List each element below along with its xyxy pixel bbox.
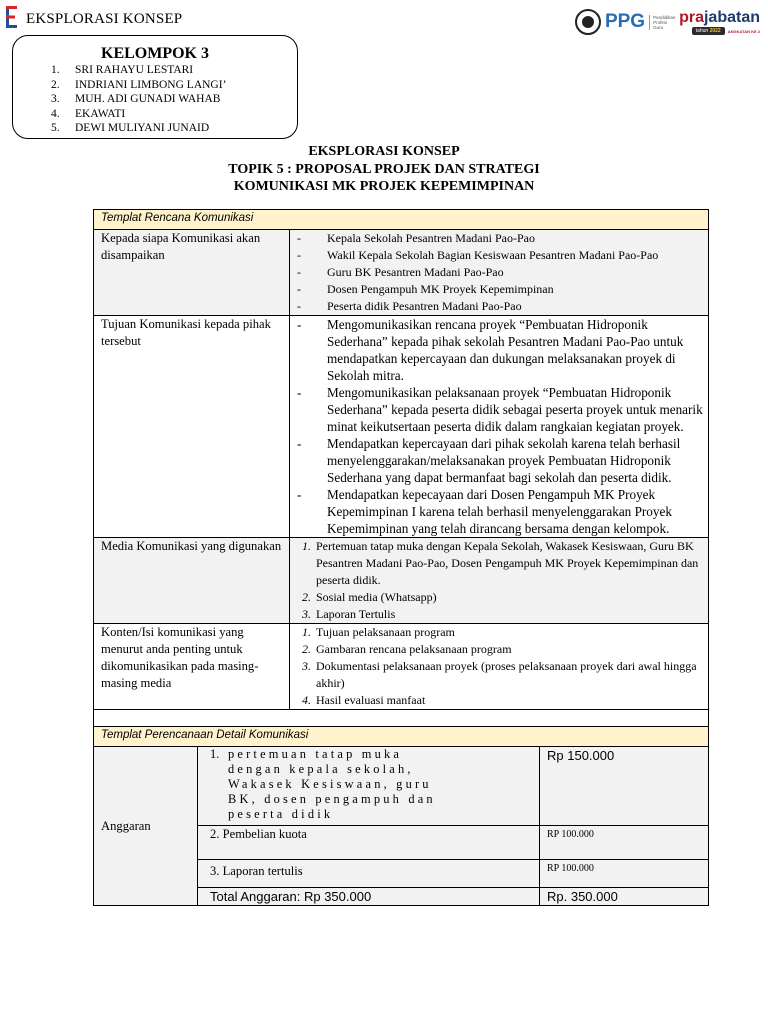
row-label: Kepada siapa Komunikasi akan disampaikan <box>94 230 290 316</box>
budget-amount: RP 100.000 <box>540 826 709 860</box>
table-row <box>94 316 709 538</box>
row-label: Media Komunikasi yang digunakan <box>94 538 290 624</box>
table-row <box>94 538 709 624</box>
prajabatan-logo-jabatan: jabatan <box>703 9 760 26</box>
section-header-plan: Templat Rencana Komunikasi <box>94 210 709 230</box>
prajabatan-logo <box>679 9 760 35</box>
budget-amount: RP 100.000 <box>540 860 709 888</box>
brand-title: EKSPLORASI KONSEP <box>26 11 183 27</box>
audience-list <box>297 230 705 315</box>
university-seal-icon <box>575 9 601 35</box>
total-label: Total Anggaran: Rp 350.000 <box>198 888 540 906</box>
total-amount: Rp. 350.000 <box>540 888 709 906</box>
list-item: 1. Pertemuan tatap muka dengan Kepala Sekolah, Wakasek Kesiswaan, Guru BK Pesantren Madani Pao-Pao, Dosen Pengampuh MK Proyek Kepemimpinan dan peserta didik. <box>302 539 699 587</box>
list-item: - Kepala Sekolah Pesantren Madani Pao-Pao <box>297 231 535 245</box>
member-item: 2. INDRIANI LIMBONG LANGI’ <box>51 78 227 91</box>
budget-item-meeting: 1. pertemuan tatap muka dengan kepala sekolah, Wakasek Kesiswaan, guru BK, dosen pengampuh dan peserta didik <box>210 747 436 821</box>
budget-item-quota: Pembelian kuota <box>222 827 307 841</box>
member-item: 1. SRI RAHAYU LESTARI <box>51 64 194 76</box>
communication-plan-table <box>93 209 709 906</box>
year-badge: tahun 2022 <box>692 27 725 35</box>
heading-line-1: EKSPLORASI KONSEP <box>308 144 460 159</box>
member-item: 4. EKAWATI <box>51 107 126 120</box>
list-item: - Mengomunikasikan rencana proyek “Pembuatan Hidroponik Sederhana” kepada pihak sekolah Pesantren Madani Pao-Pao untuk mendapatkan kepercayaan dan dukungan melaksanakan proyek di Sekolah mitra. <box>297 317 684 383</box>
budget-row: 2. Pembelian kuota RP 100.000 <box>94 826 709 860</box>
group-info-box <box>12 35 298 139</box>
heading-line-2: TOPIK 5 : PROPOSAL PROJEK DAN STRATEGI <box>228 161 540 177</box>
list-item: 1. Tujuan pelaksanaan program <box>302 625 455 639</box>
list-item: 3. Dokumentasi pelaksanaan proyek (proses pelaksanaan proyek dari awal hingga akhir) <box>302 659 697 690</box>
budget-row: 3. Laporan tertulis RP 100.000 <box>94 860 709 888</box>
content-list <box>297 624 705 709</box>
member-item: 3. MUH. ADI GUNADI WAHAB <box>51 93 221 106</box>
heading-line-3: KOMUNIKASI MK PROJEK KEPEMIMPINAN <box>233 179 535 194</box>
list-item: 2. Sosial media (Whatsapp) <box>302 590 437 604</box>
table-row <box>94 230 709 316</box>
budget-label: Anggaran <box>94 747 198 906</box>
budget-amount: Rp 150.000 <box>540 747 709 826</box>
eksplorasi-e-logo-icon <box>6 6 18 28</box>
budget-item-report: Laporan tertulis <box>222 864 303 878</box>
spacer-row <box>94 710 709 727</box>
list-item: - Mengomunikasikan pelaksanaan proyek “Pembuatan Hidroponik Sederhana” kepada peserta didik sebagai peserta proyek untuk menarik minat keikutsertaan peserta didik dalam rangkaian kegiatan proyek. <box>297 385 703 434</box>
budget-row <box>94 747 709 826</box>
section-header-detail: Templat Perencanaan Detail Komunikasi <box>94 727 709 747</box>
list-item: - Wakil Kepala Sekolah Bagian Kesiswaan Pesantren Madani Pao-Pao <box>297 248 659 262</box>
list-item: - Mendapatkan kepercayaan dari pihak sekolah karena telah berhasil menyelenggarakan/melaksanakan proyek Pembuatan Hidroponik Sederhana yang dapat bermanfaat bagi sekolah dan peserta didik. <box>297 436 681 485</box>
group-title: KELOMPOK 3 <box>101 45 209 62</box>
list-item: 4. Hasil evaluasi manfaat <box>302 693 426 707</box>
angkatan-label: ANGKATAN KE 2 <box>727 28 760 34</box>
row-label: Tujuan Komunikasi kepada pihak tersebut <box>94 316 290 538</box>
purpose-list <box>297 316 705 537</box>
member-item: 5. DEWI MULIYANI JUNAID <box>51 122 210 135</box>
ppg-subtitle: Pendidikan Profesi Guru <box>649 15 675 30</box>
row-label: Konten/Isi komunikasi yang menurut anda penting untuk dikomunikasikan pada masing-masing media <box>94 624 290 710</box>
partner-logos <box>575 6 760 38</box>
list-item: - Mendapatkan kepecayaan dari Dosen Pengampuh MK Proyek Kepemimpinan I karena telah berhasil menyelenggarakan Proyek Kepemimpinan yang telah dirancang bersama dengan kelompok. <box>297 487 672 536</box>
list-item: - Dosen Pengampuh MK Proyek Kepemimpinan <box>297 282 554 296</box>
list-item: - Guru BK Pesantren Madani Pao-Pao <box>297 265 504 279</box>
media-list <box>297 538 705 623</box>
prajabatan-logo-pra: pra <box>679 9 704 26</box>
document-heading <box>0 143 768 196</box>
list-item: 3. Laporan Tertulis <box>302 607 396 621</box>
ppg-logo: PPG <box>604 11 646 32</box>
list-item: - Peserta didik Pesantren Madani Pao-Pao <box>297 299 522 313</box>
member-list <box>51 63 226 136</box>
list-item: 2. Gambaran rencana pelaksanaan program <box>302 642 512 656</box>
table-row <box>94 624 709 710</box>
